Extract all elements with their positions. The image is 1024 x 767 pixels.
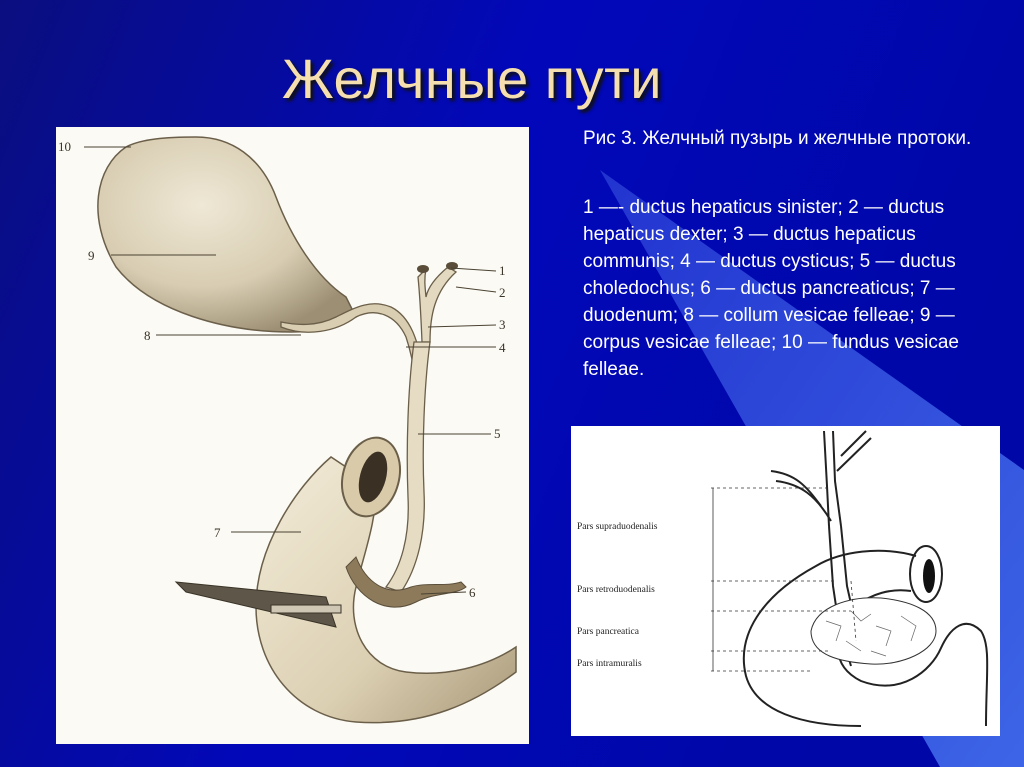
slide-title: Желчные пути	[282, 47, 663, 110]
gallbladder-shape	[98, 137, 356, 332]
label-2: 2	[499, 285, 506, 300]
label-9: 9	[88, 248, 95, 263]
label-10: 10	[58, 139, 71, 154]
hepatic-ducts-shape	[418, 267, 456, 342]
figure-caption-legend: 1 —- ductus hepaticus sinister; 2 — ductus hepaticus dexter; 3 — ductus hepaticus communis; 4 — ductus cysticus; 5 — ductus choledochus; 6 — ductus pancreaticus; 7 — duodenum; 8 — collum vesicae felleae; 9 — corpus vesicae felleae; 10 — fundus vesicae felleae.	[583, 197, 959, 380]
label-3: 3	[499, 317, 506, 332]
anatomy-illustration-panel	[56, 127, 529, 744]
bile-duct-parts-schematic	[571, 426, 1000, 736]
figure-caption-title: Рис 3. Желчный пузырь и желчные протоки.	[583, 128, 972, 149]
gallbladder-duct-illustration	[56, 127, 529, 744]
label-7: 7	[214, 525, 221, 540]
label-6: 6	[469, 585, 476, 600]
label-pars-intramuralis: Pars intramuralis	[577, 659, 642, 669]
bile-duct-schematic-panel	[571, 426, 1000, 736]
label-4: 4	[499, 340, 506, 355]
label-5: 5	[494, 426, 501, 441]
label-pars-pancreatica: Pars pancreatica	[577, 627, 639, 637]
label-pars-retroduodenalis: Pars retroduodenalis	[577, 585, 655, 595]
label-pars-supraduodenalis: Pars supraduodenalis	[577, 522, 658, 532]
label-8: 8	[144, 328, 151, 343]
label-1: 1	[499, 263, 506, 278]
